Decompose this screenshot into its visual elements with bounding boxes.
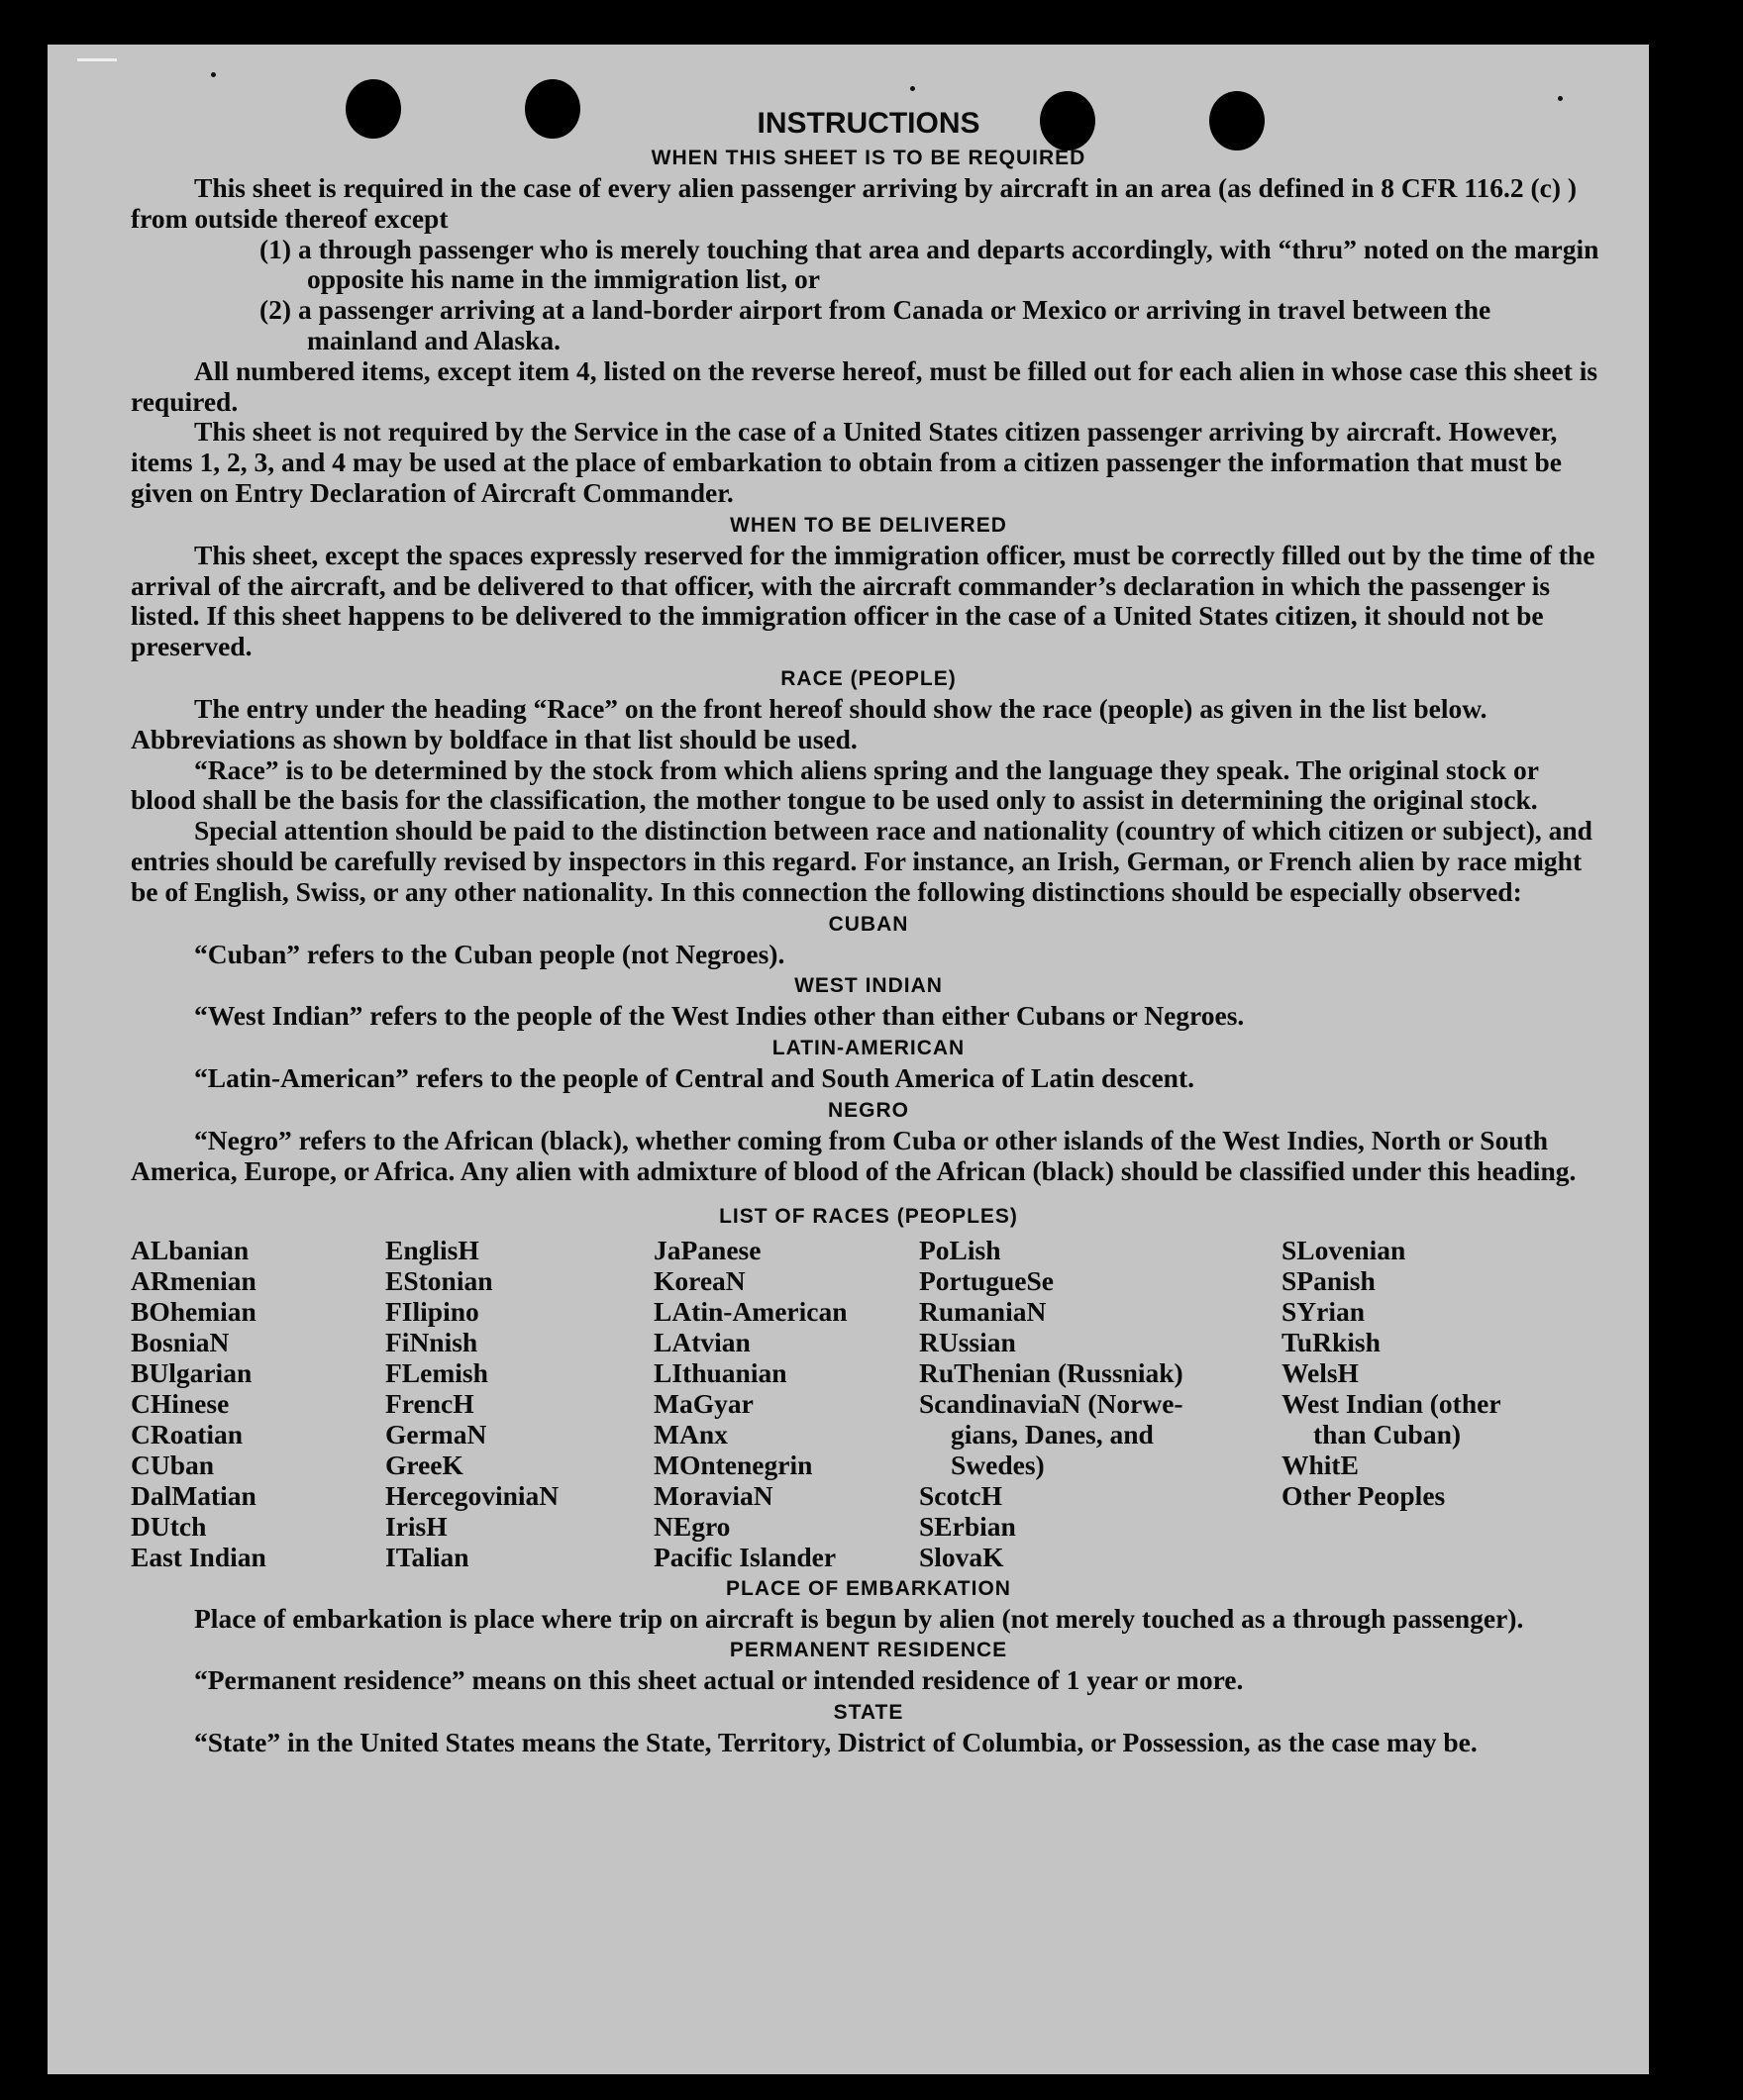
race-entry: CHinese: [131, 1387, 230, 1419]
section-heading-west-indian: WEST INDIAN: [794, 974, 943, 998]
paragraph-west-indian: “West Indian” refers to the people of the West Indies other than either Cubans or Negroes.: [194, 1000, 1245, 1032]
race-entry: FiNnish: [385, 1326, 478, 1357]
race-entry: SErbian: [919, 1510, 1016, 1542]
race-entry: DUtch: [131, 1510, 207, 1542]
race-entry: DalMatian: [131, 1479, 256, 1511]
race-entry: TuRkish: [1282, 1326, 1381, 1357]
race-entry: FLemish: [385, 1356, 488, 1388]
race-entry: LAtvian: [654, 1326, 751, 1357]
paragraph-negro: “Negro” refers to the African (black), whether coming from Cuba or other islands of the West Indies, North or South America, Europe, or Africa. Any alien with admixture of blood of the African (black) should be classified under this heading.: [131, 1124, 1577, 1186]
race-entry: MOntenegrin: [654, 1449, 813, 1480]
race-entry: CRoatian: [131, 1418, 244, 1450]
race-entry: SPanish: [1282, 1264, 1376, 1296]
race-entry: MoraviaN: [654, 1479, 773, 1511]
paragraph-residence: “Permanent residence” means on this sheet actual or intended residence of 1 year or more.: [194, 1664, 1244, 1696]
race-entry: RuThenian (Russniak): [919, 1356, 1183, 1388]
race-column-5: [1282, 1235, 1579, 1572]
race-entry: ARmenian: [131, 1264, 256, 1296]
race-entry: ITalian: [385, 1541, 469, 1572]
race-entry: RumaniaN: [919, 1295, 1047, 1327]
race-entry-continued: than Cuban): [1313, 1418, 1462, 1450]
race-entry: FIlipino: [385, 1295, 479, 1327]
paragraph-race-nationality: Special attention should be paid to the distinction between race and nationality (country of which citizen or subject), and entries should be carefully revised by inspectors in this regard. For instance, an Irish, German, or French alien by race might be of English, Swiss, or any other nationality. In this connection the following distinctions should be especially observed:: [131, 815, 1592, 907]
race-entry: FrencH: [385, 1387, 474, 1419]
race-entry: MaGyar: [654, 1387, 754, 1419]
race-entry-continued: Swedes): [951, 1449, 1045, 1480]
race-entry: Pacific Islander: [654, 1541, 837, 1572]
race-entry: BOhemian: [131, 1295, 256, 1327]
race-entry: LIthuanian: [654, 1356, 787, 1388]
race-entry: RUssian: [919, 1326, 1016, 1357]
race-entry: MAnx: [654, 1418, 728, 1450]
race-entry-continued: gians, Danes, and: [951, 1418, 1154, 1450]
speck: [211, 72, 216, 77]
paragraph-latin-american: “Latin-American” refers to the people of Central and South America of Latin descent.: [194, 1062, 1194, 1094]
section-heading-when-delivered: WHEN TO BE DELIVERED: [730, 513, 1007, 537]
instructions-title: INSTRUCTIONS: [757, 107, 980, 140]
race-entry: SLovenian: [1282, 1234, 1406, 1265]
race-column-3: [654, 1235, 919, 1572]
race-entry: PoLish: [919, 1234, 1001, 1265]
section-heading-cuban: CUBAN: [828, 912, 909, 936]
race-entry: JaPanese: [654, 1234, 762, 1265]
paragraph-race-determination: “Race” is to be determined by the stock from which aliens spring and the language they speak. The original stock or blood shall be the basis for the classification, the mother tongue to be used only to assist in determining the original stock.: [131, 753, 1539, 816]
race-entry: SlovaK: [919, 1541, 1004, 1572]
section-heading-state: STATE: [833, 1701, 904, 1725]
race-column-4: [919, 1235, 1282, 1572]
race-entry: WelsH: [1282, 1356, 1359, 1388]
paragraph-citizen: This sheet is not required by the Service in the case of a United States citizen passenger arriving by aircraft. However, items 1, 2, 3, and 4 may be used at the place of embarkation to obtain from a citizen passenger the information that must be given on Entry Declaration of Aircraft Commander.: [131, 416, 1562, 508]
race-entry: ScandinaviaN (Norwe-: [919, 1387, 1183, 1419]
race-entry: IrisH: [385, 1510, 448, 1542]
section-heading-latin-american: LATIN-AMERICAN: [771, 1037, 966, 1060]
race-entry: EStonian: [385, 1264, 493, 1296]
paragraph-numbered-items: All numbered items, except item 4, listed on the reverse hereof, must be filled out for each alien in whose case this sheet is required.: [131, 354, 1598, 417]
race-entry: West Indian (other: [1282, 1387, 1501, 1419]
paragraph-embarkation: Place of embarkation is place where trip on aircraft is begun by alien (not merely touched as a through passenger).: [194, 1602, 1524, 1634]
paper-mark: [77, 58, 117, 61]
paragraph-state: “State” in the United States means the State, Territory, District of Columbia, or Possession, as the case may be.: [194, 1727, 1478, 1758]
section-heading-negro: NEGRO: [827, 1098, 909, 1122]
race-entry: GermaN: [385, 1418, 487, 1450]
race-entry: GreeK: [385, 1449, 463, 1480]
race-entry: East Indian: [131, 1541, 266, 1572]
race-column-2: [385, 1235, 654, 1572]
section-heading-when-required: WHEN THIS SHEET IS TO BE REQUIRED: [651, 147, 1086, 169]
race-entry: BosniaN: [131, 1326, 230, 1357]
section-heading-list-of-races: LIST OF RACES (PEOPLES): [719, 1204, 1018, 1228]
race-list: [131, 1235, 1606, 1572]
exception-item-2: (2) a passenger arriving at a land-border airport from Canada or Mexico or arriving in travel between the mainland and Alaska.: [259, 294, 1491, 355]
race-entry: ScotcH: [919, 1479, 1003, 1511]
race-entry: LAtin-American: [654, 1295, 848, 1327]
race-entry: CUban: [131, 1449, 215, 1480]
section-heading-permanent-residence: PERMANENT RESIDENCE: [729, 1639, 1008, 1662]
section-heading-place-of-embarkation: PLACE OF EMBARKATION: [726, 1576, 1011, 1600]
race-entry: KoreaN: [654, 1264, 746, 1296]
race-entry: PortugueSe: [919, 1264, 1054, 1296]
race-entry: WhitE: [1282, 1449, 1359, 1480]
paragraph-race-entry: The entry under the heading “Race” on the front hereof should show the race (people) as given in the list below. Abbreviations as shown by boldface in that list should be used.: [131, 692, 1487, 754]
race-entry: SYrian: [1282, 1295, 1366, 1327]
race-entry: HercegoviniaN: [385, 1479, 560, 1511]
paragraph-delivered: This sheet, except the spaces expressly reserved for the immigration officer, must be correctly filled out by the time of the arrival of the aircraft, and be delivered to that officer, with the aircraft commander’s declaration in which the passenger is listed. If this sheet happens to be delivered to the immigration officer in the case of a United States citizen, it should not be preserved.: [131, 539, 1595, 662]
instructions-content: [131, 106, 1606, 1758]
paragraph-cuban: “Cuban” refers to the Cuban people (not Negroes).: [194, 938, 785, 969]
exception-item-1: (1) a through passenger who is merely touching that area and departs accordingly, with “thru” noted on the margin opposite his name in the immigration list, or: [259, 233, 1599, 295]
race-entry: Other Peoples: [1282, 1479, 1446, 1511]
race-entry: EnglisH: [385, 1234, 479, 1265]
document-sheet: [48, 45, 1649, 2074]
race-entry: ALbanian: [131, 1234, 250, 1265]
section-heading-race: RACE (PEOPLE): [780, 666, 957, 690]
speck: [1558, 96, 1563, 101]
race-entry: NEgro: [654, 1510, 731, 1542]
race-entry: BUlgarian: [131, 1356, 253, 1388]
paragraph-required: This sheet is required in the case of every alien passenger arriving by aircraft in an area (as defined in 8 CFR 116.2 (c) ) from outside thereof except: [131, 172, 1578, 234]
speck: [910, 86, 915, 91]
race-column-1: [131, 1235, 385, 1572]
